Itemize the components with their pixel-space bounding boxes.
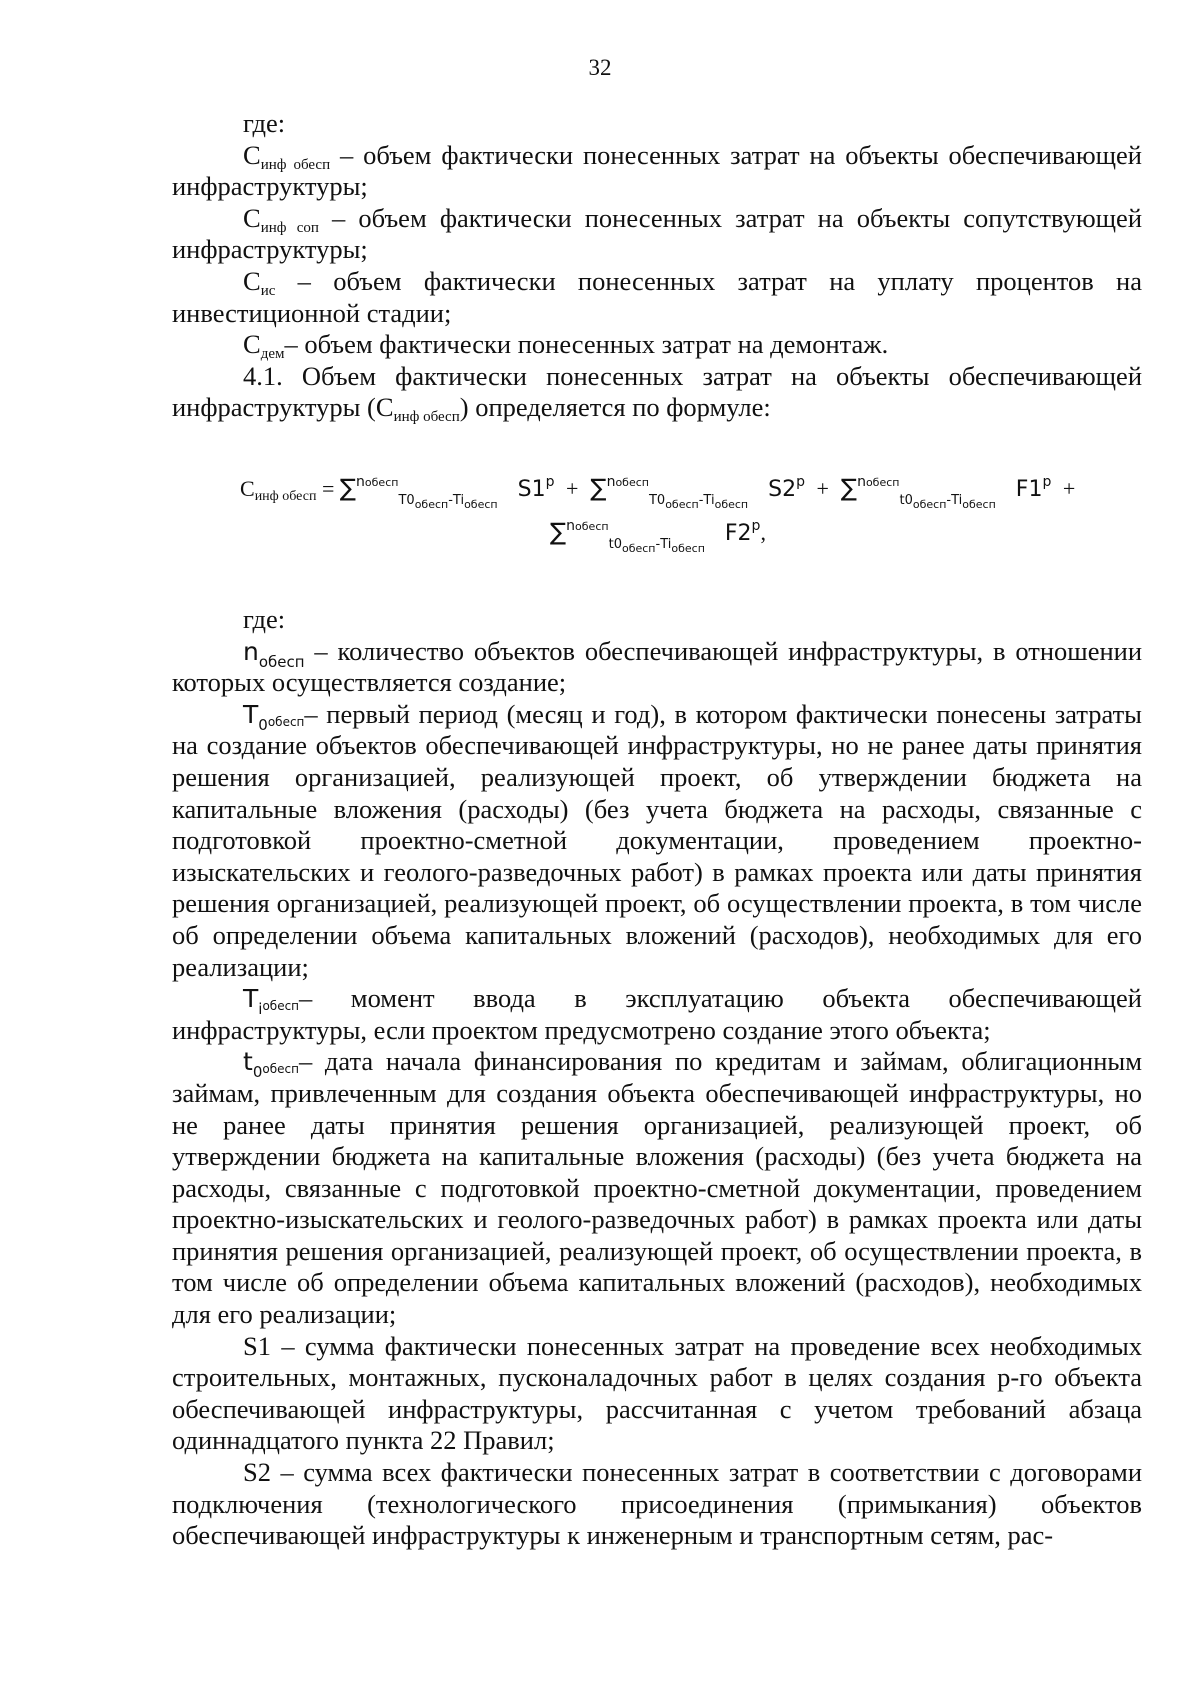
symbol-sub: i bbox=[258, 1000, 263, 1019]
sum-sign: ∑ bbox=[550, 518, 567, 546]
mid-sub2: обесп bbox=[962, 498, 996, 511]
formula-line-1 bbox=[240, 474, 1081, 511]
symbol-c: С bbox=[243, 265, 261, 296]
mid-sub: i bbox=[958, 493, 963, 508]
sum-term-s1 bbox=[339, 474, 498, 511]
def-c-inf-obesp bbox=[172, 140, 1142, 203]
plus-sign: + bbox=[810, 476, 829, 501]
lower-sym: T bbox=[648, 493, 657, 508]
lhs-symbol: С bbox=[240, 476, 255, 501]
sum-upper-n: n bbox=[606, 474, 616, 490]
mid-sub2: обесп bbox=[464, 498, 498, 511]
sum-upper-n: n bbox=[356, 474, 365, 490]
sum-sign: ∑ bbox=[590, 474, 607, 502]
symbol-sub: 0 bbox=[252, 1063, 263, 1082]
sum-upper-n: n bbox=[566, 518, 576, 534]
sum-sign: ∑ bbox=[840, 474, 858, 502]
def-text: – количество объектов обеспечивающей инфраструктуры, в отношении которых осуществляется создание; bbox=[172, 635, 1142, 698]
var-name: F2 bbox=[724, 521, 752, 546]
equals-sign: = bbox=[316, 476, 340, 501]
sum-sign: ∑ bbox=[339, 474, 357, 502]
formula-lhs bbox=[240, 476, 317, 504]
symbol-sub: обесп bbox=[258, 652, 305, 671]
def-text: – объем фактически понесенных затрат на объекты обеспечивающей инфраструктуры; bbox=[172, 139, 1142, 202]
sum-term-f2 bbox=[550, 518, 705, 555]
def-n-obesp bbox=[172, 636, 1142, 699]
intro-block bbox=[172, 108, 1142, 424]
lower-sub: 0 bbox=[904, 493, 913, 508]
symbol-sub2: обесп bbox=[262, 1062, 299, 1077]
sum-term-f1 bbox=[840, 474, 996, 511]
mid-sub2: обесп bbox=[714, 498, 749, 511]
sum-upper bbox=[566, 518, 608, 534]
sum-upper-sub: обесп bbox=[575, 520, 609, 533]
clause-4-1 bbox=[172, 361, 1142, 424]
lower-sub: 0 bbox=[406, 493, 415, 508]
var-s1 bbox=[517, 474, 555, 502]
mid-sym: -T bbox=[448, 493, 461, 508]
sum-upper bbox=[607, 474, 649, 490]
sum-upper bbox=[857, 474, 899, 490]
where-label: где: bbox=[243, 108, 286, 138]
lower-sym: T bbox=[398, 493, 407, 508]
lower-sub: 0 bbox=[656, 493, 666, 508]
var-s2 bbox=[768, 474, 805, 502]
symbol-t0: T bbox=[243, 699, 259, 729]
lower-sub2: обесп bbox=[912, 498, 947, 511]
mid-sym: -T bbox=[655, 537, 668, 552]
symbol-sub2: обесп bbox=[262, 999, 300, 1014]
sum-upper-n: n bbox=[857, 474, 866, 490]
var-power: p bbox=[796, 474, 805, 490]
formula-line-2 bbox=[550, 518, 772, 555]
symbol-sub: инф соп bbox=[260, 219, 319, 236]
symbol-n: n bbox=[243, 636, 259, 666]
var-power: p bbox=[751, 518, 761, 534]
mid-sym: -T bbox=[698, 493, 711, 508]
sum-upper-sub: обесп bbox=[364, 476, 399, 489]
mid-sub: i bbox=[710, 493, 715, 508]
mid-sym: -T bbox=[946, 493, 959, 508]
definitions-block bbox=[172, 604, 1142, 1552]
formula bbox=[240, 474, 1140, 564]
clause-text-end: ) определяется по формуле: bbox=[459, 392, 771, 423]
symbol-c: С bbox=[243, 139, 261, 170]
plus-sign: + bbox=[560, 476, 579, 501]
def-c-is bbox=[172, 266, 1142, 329]
mid-sub: i bbox=[667, 537, 672, 552]
where-label-2: где: bbox=[243, 604, 286, 634]
def-text: – объем фактически понесенных затрат на объекты сопутствующей инфраструктуры; bbox=[172, 202, 1142, 265]
comma: , bbox=[760, 520, 766, 545]
def-ti-obesp bbox=[172, 983, 1142, 1046]
var-name: F1 bbox=[1015, 477, 1043, 502]
symbol-sub: дем bbox=[260, 346, 285, 363]
sum-upper-sub: обесп bbox=[865, 476, 900, 489]
mid-sub: i bbox=[460, 493, 465, 508]
sum-lower bbox=[608, 537, 705, 555]
def-t0-lower-obesp bbox=[172, 1046, 1142, 1330]
sum-term-s2 bbox=[590, 474, 749, 511]
clause-sub: инф обесп bbox=[393, 409, 460, 426]
clause-text: 4.1. Объем фактически понесенных затрат на объекты обеспечивающей инфраструктуры (С bbox=[172, 360, 1142, 423]
var-f2 bbox=[724, 518, 761, 546]
def-text: – дата начала финансирования по кредитам и займам, облигационным займам, привлеченным для создания объекта обеспечивающей инфраструктуры, но не ранее даты принятия решения организацией, реализующей проект, об утверждении бюджета на капитальные вложения (расходы) (без учета бюджета на расходы, связанные с подготовкой проектно-сметной документации, проведением проектно-изыскательских и геолого-разведочных работ) в рамках проекта или даты принятия решения организацией, реализующей проект, об осуществлении проекта, в том числе об определении объема капитальных вложений (расходов), необходимых для его реализации; bbox=[172, 1046, 1142, 1330]
symbol-sub: инф обесп bbox=[260, 156, 331, 173]
def-text: – объем фактически понесенных затрат на демонтаж. bbox=[284, 329, 889, 360]
symbol-c: С bbox=[243, 202, 261, 233]
var-name: S1 bbox=[517, 477, 546, 502]
lower-sub2: обесп bbox=[665, 498, 699, 511]
var-power: p bbox=[1042, 474, 1052, 490]
page-number: 32 bbox=[588, 55, 612, 80]
lower-sym: t bbox=[608, 537, 614, 552]
symbol-ti: T bbox=[243, 984, 259, 1014]
def-text: – момент ввода в эксплуатацию объекта обеспечивающей инфраструктуры, если проектом предусмотрено создание этого объекта; bbox=[172, 983, 1142, 1045]
symbol-sub: ис bbox=[260, 282, 276, 299]
symbol-t0-lower: t bbox=[243, 1047, 253, 1077]
var-f1 bbox=[1015, 474, 1052, 502]
def-text: – объем фактически понесенных затрат на уплату процентов на инвестиционной стадии; bbox=[172, 265, 1142, 328]
plus-sign: + bbox=[1057, 476, 1076, 501]
lower-sub2: обесп bbox=[621, 542, 656, 555]
sum-upper bbox=[356, 474, 398, 490]
lower-sub2: обесп bbox=[414, 498, 449, 511]
var-power: p bbox=[545, 474, 555, 490]
var-name: S2 bbox=[768, 477, 797, 502]
lhs-sub: инф обесп bbox=[254, 489, 317, 504]
def-t0-obesp bbox=[172, 699, 1142, 983]
sum-lower bbox=[648, 493, 749, 511]
mid-sub2: обесп bbox=[671, 542, 705, 555]
symbol-sub: 0 bbox=[258, 715, 268, 734]
lower-sym: t bbox=[899, 493, 905, 508]
def-c-inf-sop bbox=[172, 203, 1142, 266]
lower-sub: 0 bbox=[613, 537, 622, 552]
def-s1: S1 – сумма фактически понесенных затрат на проведение всех необходимых строительных, монтажных, пусконаладочных работ в целях создания p-го объекта обеспечивающей инфраструктуры, рассчитанная с учетом требований абзаца одиннадцатого пункта 22 Правил; bbox=[172, 1330, 1142, 1456]
sum-lower bbox=[398, 493, 498, 511]
sum-upper-sub: обесп bbox=[615, 476, 649, 489]
def-s2: S2 – сумма всех фактически понесенных затрат в соответствии с договорами подключения (технологического присоединения (примыкания) объектов обеспечивающей инфраструктуры к инженерным и транспортным сетям, рас- bbox=[172, 1457, 1142, 1551]
symbol-c: С bbox=[243, 329, 261, 360]
sum-lower bbox=[899, 493, 996, 511]
symbol-sub2: обесп bbox=[267, 714, 305, 729]
def-c-dem bbox=[172, 329, 1142, 361]
def-text: – первый период (месяц и год), в котором фактически понесены затраты на создание объектов обеспечивающей инфраструктуры, но не ранее даты принятия решения организацией, реализующей проект, об утверждении бюджета на капитальные вложения (расходы) (без учета бюджета на расходы, связанные с подготовкой проектно-сметной документации, проведением проектно-изыскательских и геолого-разведочных работ) в рамках проекта или даты принятия решения организацией, реализующей проект, об осуществлении проекта, в том числе об определении объема капитальных вложений (расходов), необходимых для его реализации; bbox=[172, 698, 1142, 982]
